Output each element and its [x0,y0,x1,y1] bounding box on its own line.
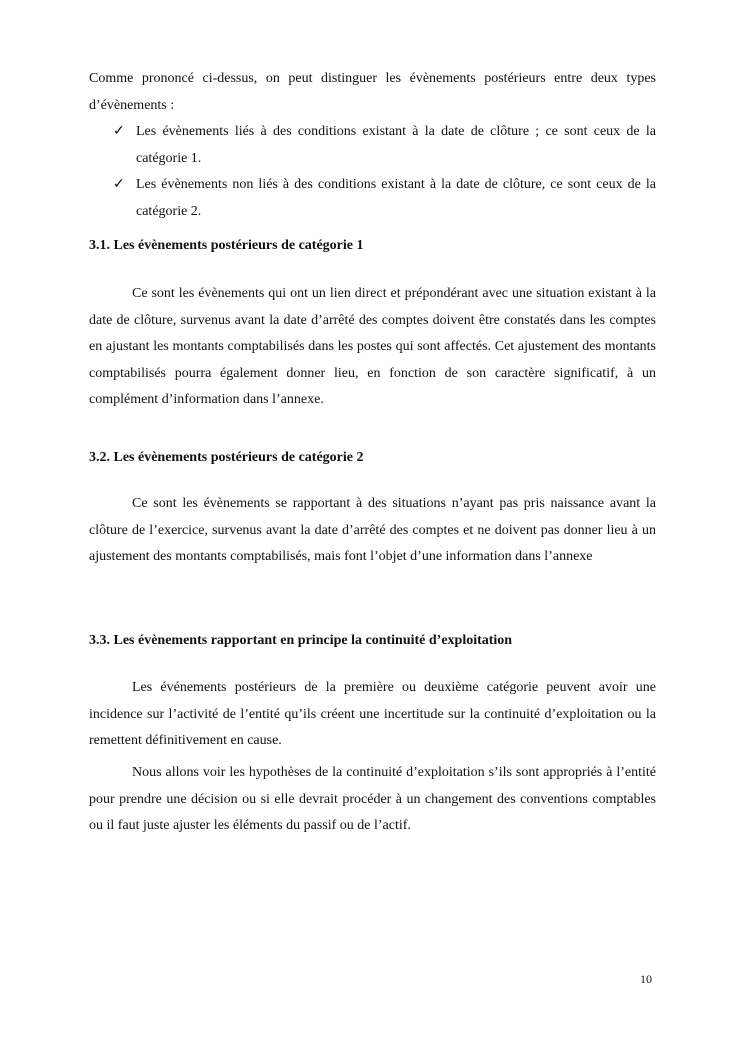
intro-paragraph: Comme prononcé ci-dessus, on peut distinguer les évènements postérieurs entre deux types d’évènements : [89,71,656,113]
list-item-text: Les évènements non liés à des conditions existant à la date de clôture, ce sont ceux de la catégorie 2. [136,177,656,219]
section-3-2-paragraph: Ce sont les évènements se rapportant à des situations n’ayant pas pris naissance avant la clôture de l’exercice, survenus avant la date d’arrêté des comptes et ne doivent pas donner lieu à un ajustement des montants comptabilisés, mais font l’objet d’une information dans l’annexe [89,496,656,564]
section-heading-3-3: 3.3. Les évènements rapportant en principe la continuité d’exploitation [89,633,513,648]
section-3-3-paragraph-2: Nous allons voir les hypothèses de la continuité d’exploitation s’ils sont appropriés à l’entité pour prendre une décision ou si elle devrait procéder à un changement des conventions comptables ou il faut juste ajuster les éléments du passif ou de l’actif. [89,765,656,833]
list-item [89,119,656,172]
section-heading-3-2: 3.2. Les évènements postérieurs de catégorie 2 [89,450,364,465]
list-item-text: Les évènements liés à des conditions existant à la date de clôture ; ce sont ceux de la catégorie 1. [136,124,656,166]
list-item [89,172,656,225]
section-3-3-paragraph-1: Les événements postérieurs de la première ou deuxième catégorie peuvent avoir une incidence sur l’activité de l’entité qu’ils créent une incertitude sur la continuité d’exploitation ou la remettent définitivement en cause. [89,680,656,748]
checkmark-icon: ✓ [113,124,125,139]
page-number: 10 [640,972,652,986]
section-3-1-paragraph: Ce sont les évènements qui ont un lien direct et prépondérant avec une situation existant à la date de clôture, survenus avant la date d’arrêté des comptes doivent être constatés dans les comptes en ajustant les montants comptabilisés dans les postes qui sont affectés. Cet ajustement des montants comptabilisés pourra également donner lieu, en fonction de son caractère significatif, à un complément d’information dans l’annexe. [89,286,656,407]
bullet-list [89,119,656,225]
section-heading-3-1: 3.1. Les évènements postérieurs de catégorie 1 [89,238,364,253]
checkmark-icon: ✓ [113,177,125,192]
